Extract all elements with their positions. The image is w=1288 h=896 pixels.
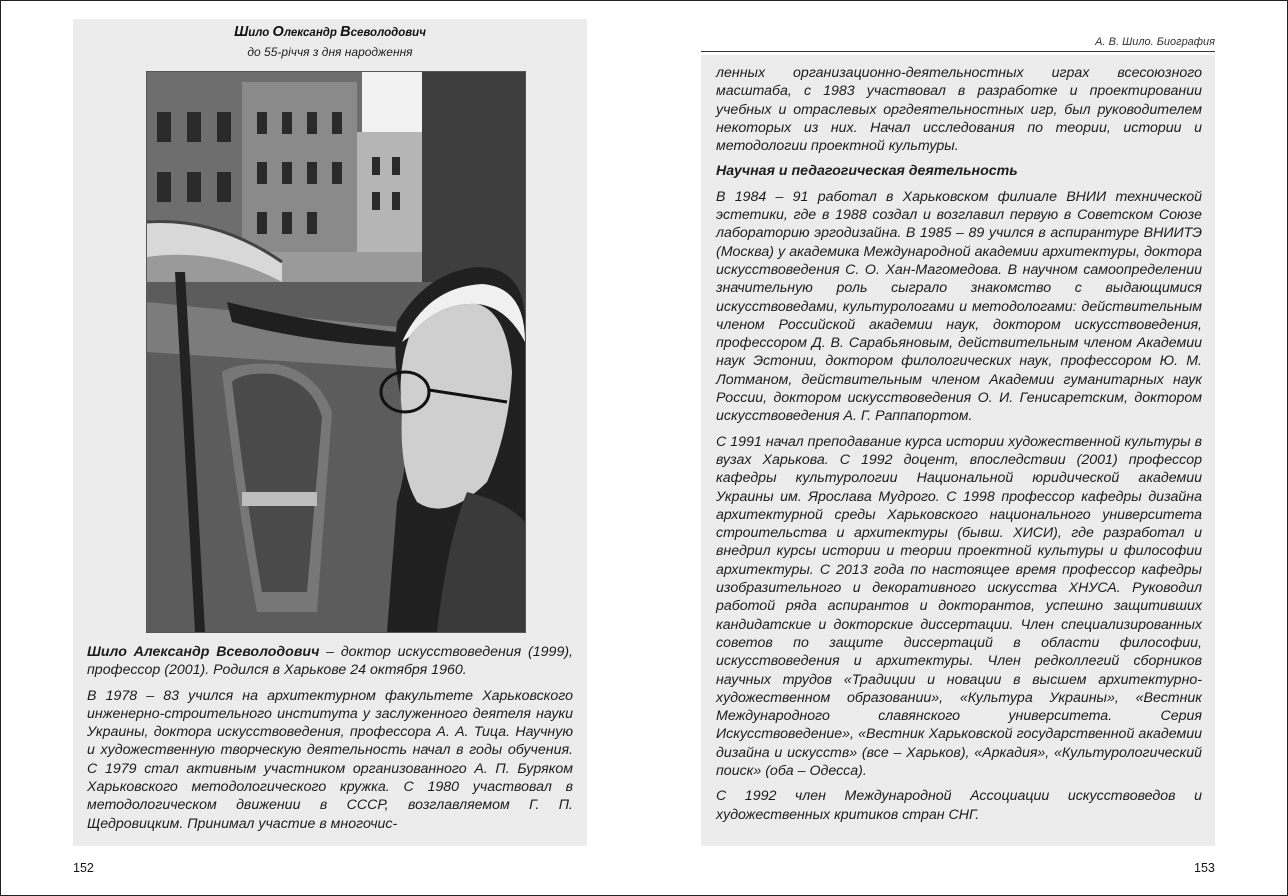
education-paragraph: В 1978 – 83 учился на архитектурном факультете Харьковского инженерно-строительного института у заслуженного деятеля науки Украины, доктора искусствоведения, профессора А. А. Тица. Научную и художественную творческую деятельность начал в годы обучения. С 1979 стал активным участником организованного А. П. Буряком Харьковского методологического кружка. С 1980 участвовал в методологическом движении в СССР, возглавляемом Г. П. Щедровицким. Принимал участие в многочис- <box>87 687 573 832</box>
continued-paragraph: ленных организационно-деятельностных играх всесоюзного масштаба, с 1983 участвовал в разработке и проектировании учебных и отраслевых оргдеятельностных игр, был руководителем некоторых из них. Начал исследования по теории, истории и методологии проектной культуры. <box>716 65 1202 155</box>
section-heading: Научная и педагогическая деятельность <box>716 163 1018 180</box>
lead-paragraph: Шило Александр Всеволодович – доктор искусствоведения (1999), профессор (2001). Родился в Харькове 24 октября 1960. <box>87 644 573 679</box>
header-rule <box>701 51 1215 52</box>
page-number-right: 153 <box>1194 861 1215 875</box>
right-column-text <box>716 64 1202 824</box>
page-title: Шило Олександр Всеволодович <box>234 24 426 40</box>
running-head: А. В. Шило. Биография <box>1095 36 1215 48</box>
portrait-photo-icon <box>147 72 525 632</box>
membership-paragraph: С 1992 член Международной Ассоциации искусствоведов и художественных критиков стран СНГ. <box>716 788 1202 823</box>
page-subtitle: до 55-річчя з дня народження <box>247 45 413 59</box>
teaching-paragraph: С 1991 начал преподавание курса истории художественной культуры в вузах Харькова. С 1992 доцент, впоследствии (2001) профессор кафедры культурологии Национальной юридической академии Украины им. Ярослава Мудрого. С 1998 профессор кафедры дизайна архитектурной среды Харьковского национального университета строительства и архитектуры (бывш. ХИСИ), где разработал и внедрил курсы истории и теории проектной культуры и философии архитектуры. С 2013 года по настоящее время профессор кафедры изобразительного и декоративного искусства ХНУСА. Руководил работой ряда аспирантов и докторантов, успешно защитивших кандидатские и докторские диссертации. Член специализированных советов по защите диссертаций в области философии, искусствоведения и архитектуры. Член редколлегий сборников научных трудов «Традиции и новации в высшем архитектурно-художественном образовании», «Культура Украины», «Вестник Международного славянского университета. Серия Искусствоведение», «Вестник Харьковской государственной академии дизайна и искусств» (все – Харьков), «Аркадия», «Культурологический поиск» (оба – Одесса). <box>716 433 1202 779</box>
page-number-left: 152 <box>73 861 94 875</box>
portrait-photo <box>146 71 526 633</box>
lead-name: Шило Александр Всеволодович <box>87 644 320 660</box>
career-paragraph: В 1984 – 91 работал в Харьковском филиале ВНИИ технической эстетики, где в 1988 создал и возглавил первую в Советском Союзе лабораторию эргодизайна. В 1985 – 89 учился в аспирантуре ВНИИТЭ (Москва) у академика Международной академии архитектуры, доктора искусствоведения С. О. Хан-Магомедова. В научном самоопределении значительную роль сыграло знакомство с выдающимися искусствоведами, культурологами и методологами: действительным членом Российской академии наук, доктором искусствоведения, профессором Д. В. Сарабьяновым, действительным членом Академии наук Эстонии, доктором филологических наук, профессором Ю. М. Лотманом, действительным членом Академии гуманитарных наук России, доктором искусствоведения О. И. Генисаретским, доктором искусствоведения А. Г. Раппапортом. <box>716 188 1202 425</box>
left-column-text <box>87 643 573 833</box>
